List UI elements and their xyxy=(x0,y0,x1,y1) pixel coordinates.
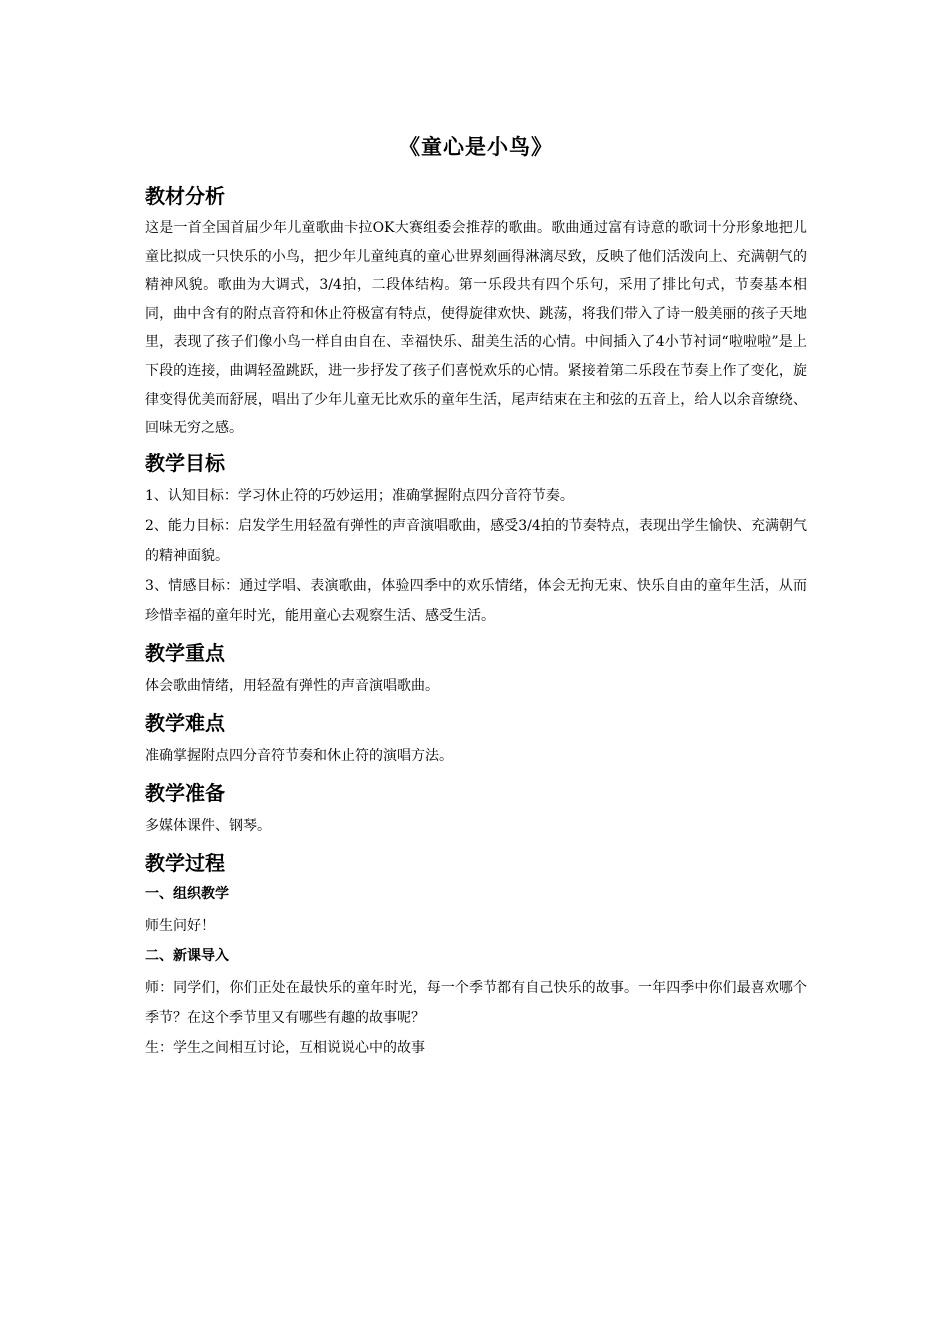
section-key-points xyxy=(145,639,807,701)
section-heading-process: 教学过程 xyxy=(145,850,225,875)
section-objectives xyxy=(145,449,807,631)
section-heading-objectives: 教学目标 xyxy=(145,450,225,475)
objective-item-cognitive: 1、认知目标：学习休止符的巧妙运用；准确掌握附点四分音符节奏。 xyxy=(145,487,574,504)
section-process xyxy=(145,849,807,1063)
section-difficulties xyxy=(145,709,807,771)
process-step-intro-student: 生：学生之间相互讨论，互相说说心中的故事 xyxy=(145,1039,425,1056)
objective-item-emotion: 3、情感目标：通过学唱、表演歌曲，体验四季中的欢乐情绪，体会无拘无束、快乐自由的童年生活，从而珍惜幸福的童年时光，能用童心去观察生活、感受生活。 xyxy=(145,577,807,624)
analysis-paragraph: 这是一首全国首届少年儿童歌曲卡拉OK大赛组委会推荐的歌曲。歌曲通过富有诗意的歌词十分形象地把儿童比拟成一只快乐的小鸟，把少年儿童纯真的童心世界刻画得淋漓尽致，反映了他们活泼向上、充满朝气的精神风貌。歌曲为大调式，3/4拍，二段体结构。第一乐段共有四个乐句，采用了排比句式，节奏基本相同，曲中含有的附点音符和休止符极富有特点，使得旋律欢快、跳荡，将我们带入了诗一般美丽的孩子天地里，表现了孩子们像小鸟一样自由自在、幸福快乐、甜美生活的心情。中间插入了4小节衬词“啦啦啦”是上下段的连接，曲调轻盈跳跃，进一步抒发了孩子们喜悦欢乐的心情。紧接着第二乐段在节奏上作了变化，旋律变得优美而舒展，唱出了少年儿童无比欢乐的童年生活，尾声结束在主和弦的五音上，给人以余音缭绕、回味无穷之感。 xyxy=(145,220,807,437)
section-heading-key-points: 教学重点 xyxy=(145,640,225,665)
difficulties-text: 准确掌握附点四分音符节奏和休止符的演唱方法。 xyxy=(145,747,453,764)
document-title: 《童心是小鸟》 xyxy=(399,135,553,159)
preparation-text: 多媒体课件、钢琴。 xyxy=(145,817,271,834)
section-heading-preparation: 教学准备 xyxy=(145,780,225,805)
process-step-organize-heading: 一、组织教学 xyxy=(145,885,229,902)
section-heading-difficulties: 教学难点 xyxy=(145,710,225,735)
process-step-organize-text: 师生问好！ xyxy=(145,917,215,934)
key-points-text: 体会歌曲情绪，用轻盈有弹性的声音演唱歌曲。 xyxy=(145,677,439,694)
document-page xyxy=(145,132,807,1069)
objective-item-ability: 2、能力目标：启发学生用轻盈有弹性的声音演唱歌曲，感受3/4拍的节奏特点，表现出学生愉快、充满朝气的精神面貌。 xyxy=(145,517,807,564)
section-heading-analysis: 教材分析 xyxy=(145,184,225,208)
process-step-intro-teacher: 师：同学们，你们正处在最快乐的童年时光，每一个季节都有自己快乐的故事。一年四季中你们最喜欢哪个季节？在这个季节里又有哪些有趣的故事呢？ xyxy=(145,979,807,1026)
section-preparation xyxy=(145,779,807,841)
process-step-intro-heading: 二、新课导入 xyxy=(145,947,229,964)
section-analysis xyxy=(145,182,807,443)
